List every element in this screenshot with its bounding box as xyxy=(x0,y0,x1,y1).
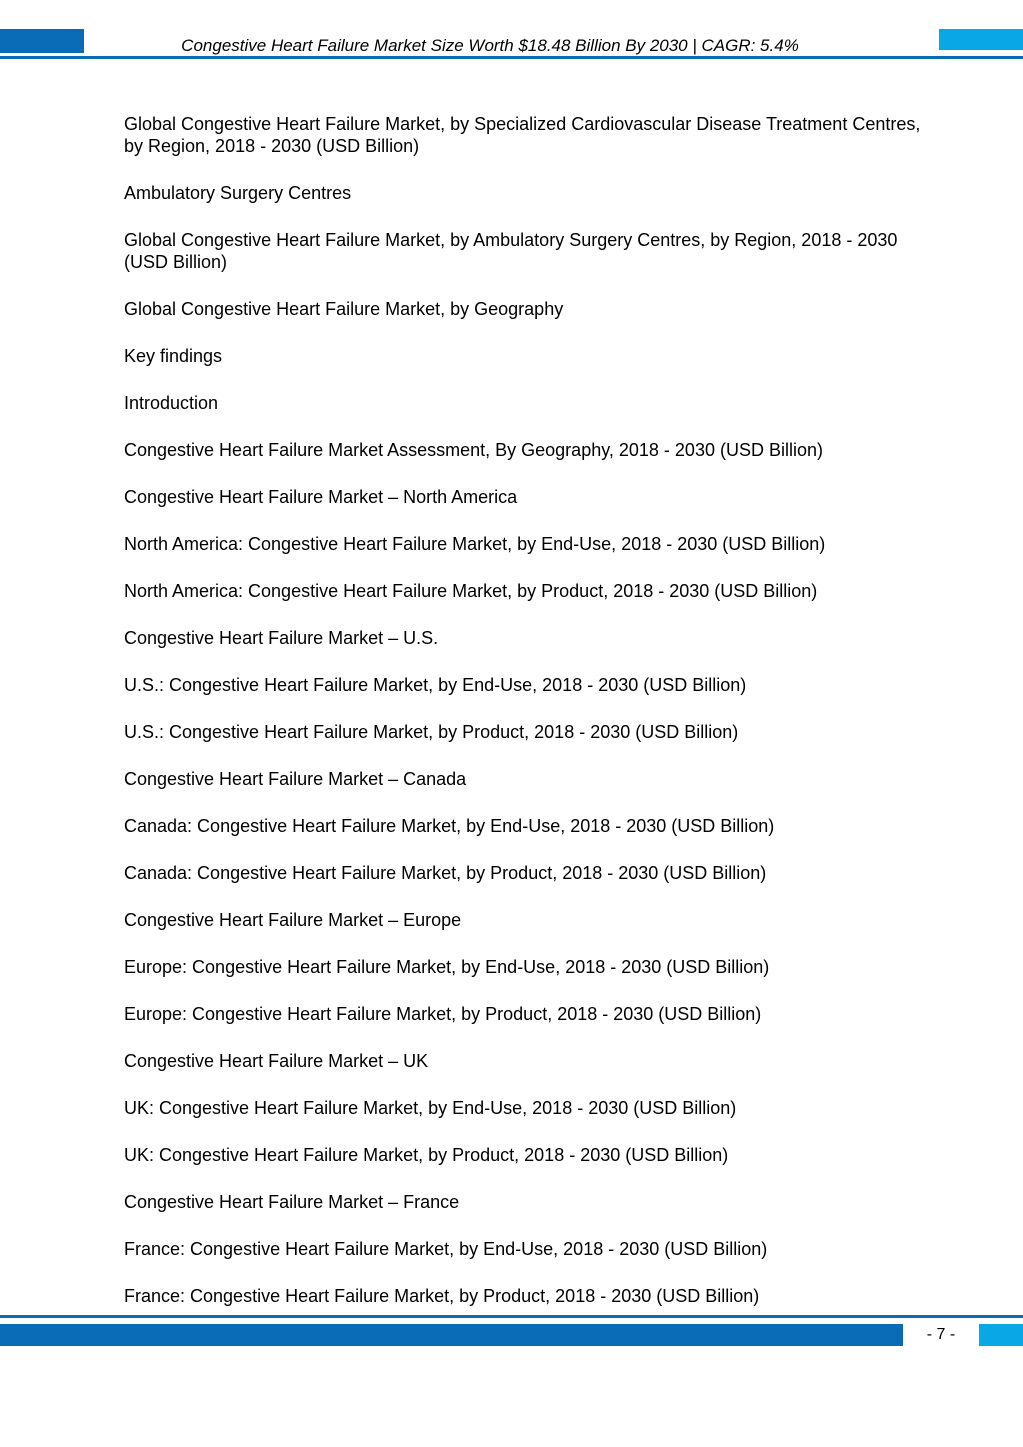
toc-item: North America: Congestive Heart Failure Market, by End-Use, 2018 - 2030 (USD Billion) xyxy=(124,534,826,554)
footer-divider xyxy=(0,1315,1023,1318)
toc-item: Congestive Heart Failure Market Assessment, By Geography, 2018 - 2030 (USD Billion) xyxy=(124,440,823,460)
toc-item: Congestive Heart Failure Market – UK xyxy=(124,1051,429,1071)
toc-list xyxy=(124,113,944,1332)
toc-item: UK: Congestive Heart Failure Market, by End-Use, 2018 - 2030 (USD Billion) xyxy=(124,1098,737,1118)
toc-item: Canada: Congestive Heart Failure Market, by Product, 2018 - 2030 (USD Billion) xyxy=(124,863,767,883)
toc-item: North America: Congestive Heart Failure Market, by Product, 2018 - 2030 (USD Billion) xyxy=(124,581,818,601)
toc-item: Congestive Heart Failure Market – North America xyxy=(124,487,518,507)
toc-item: Congestive Heart Failure Market – Canada xyxy=(124,769,467,789)
toc-item: Global Congestive Heart Failure Market, by Specialized Cardiovascular Disease Treatment Centres, by Region, 2018 - 2030 (USD Billion) xyxy=(124,114,921,156)
toc-item: Ambulatory Surgery Centres xyxy=(124,183,352,203)
footer-accent-block-right xyxy=(979,1324,1023,1346)
toc-item: Congestive Heart Failure Market – U.S. xyxy=(124,628,439,648)
toc-item: Canada: Congestive Heart Failure Market, by End-Use, 2018 - 2030 (USD Billion) xyxy=(124,816,775,836)
toc-item: Introduction xyxy=(124,393,219,413)
toc-item: UK: Congestive Heart Failure Market, by Product, 2018 - 2030 (USD Billion) xyxy=(124,1145,729,1165)
toc-item: Key findings xyxy=(124,346,223,366)
header-divider xyxy=(0,56,1023,59)
page-number: - 7 - xyxy=(926,1326,956,1343)
toc-item: France: Congestive Heart Failure Market, by End-Use, 2018 - 2030 (USD Billion) xyxy=(124,1239,768,1259)
toc-item: Europe: Congestive Heart Failure Market, by End-Use, 2018 - 2030 (USD Billion) xyxy=(124,957,770,977)
toc-item: Europe: Congestive Heart Failure Market, by Product, 2018 - 2030 (USD Billion) xyxy=(124,1004,762,1024)
header-title: Congestive Heart Failure Market Size Worth $18.48 Billion By 2030 | CAGR: 5.4% xyxy=(181,36,799,55)
toc-item: U.S.: Congestive Heart Failure Market, by End-Use, 2018 - 2030 (USD Billion) xyxy=(124,675,747,695)
toc-item: Congestive Heart Failure Market – Europe xyxy=(124,910,462,930)
toc-item: U.S.: Congestive Heart Failure Market, by Product, 2018 - 2030 (USD Billion) xyxy=(124,722,739,742)
toc-item: Global Congestive Heart Failure Market, by Ambulatory Surgery Centres, by Region, 2018 - 2030 (USD Billion) xyxy=(124,230,898,272)
toc-item: Global Congestive Heart Failure Market, by Geography xyxy=(124,299,564,319)
toc-item: France: Congestive Heart Failure Market, by Product, 2018 - 2030 (USD Billion) xyxy=(124,1286,760,1306)
footer-accent-bar xyxy=(0,1324,903,1346)
toc-item: Congestive Heart Failure Market – France xyxy=(124,1192,460,1212)
